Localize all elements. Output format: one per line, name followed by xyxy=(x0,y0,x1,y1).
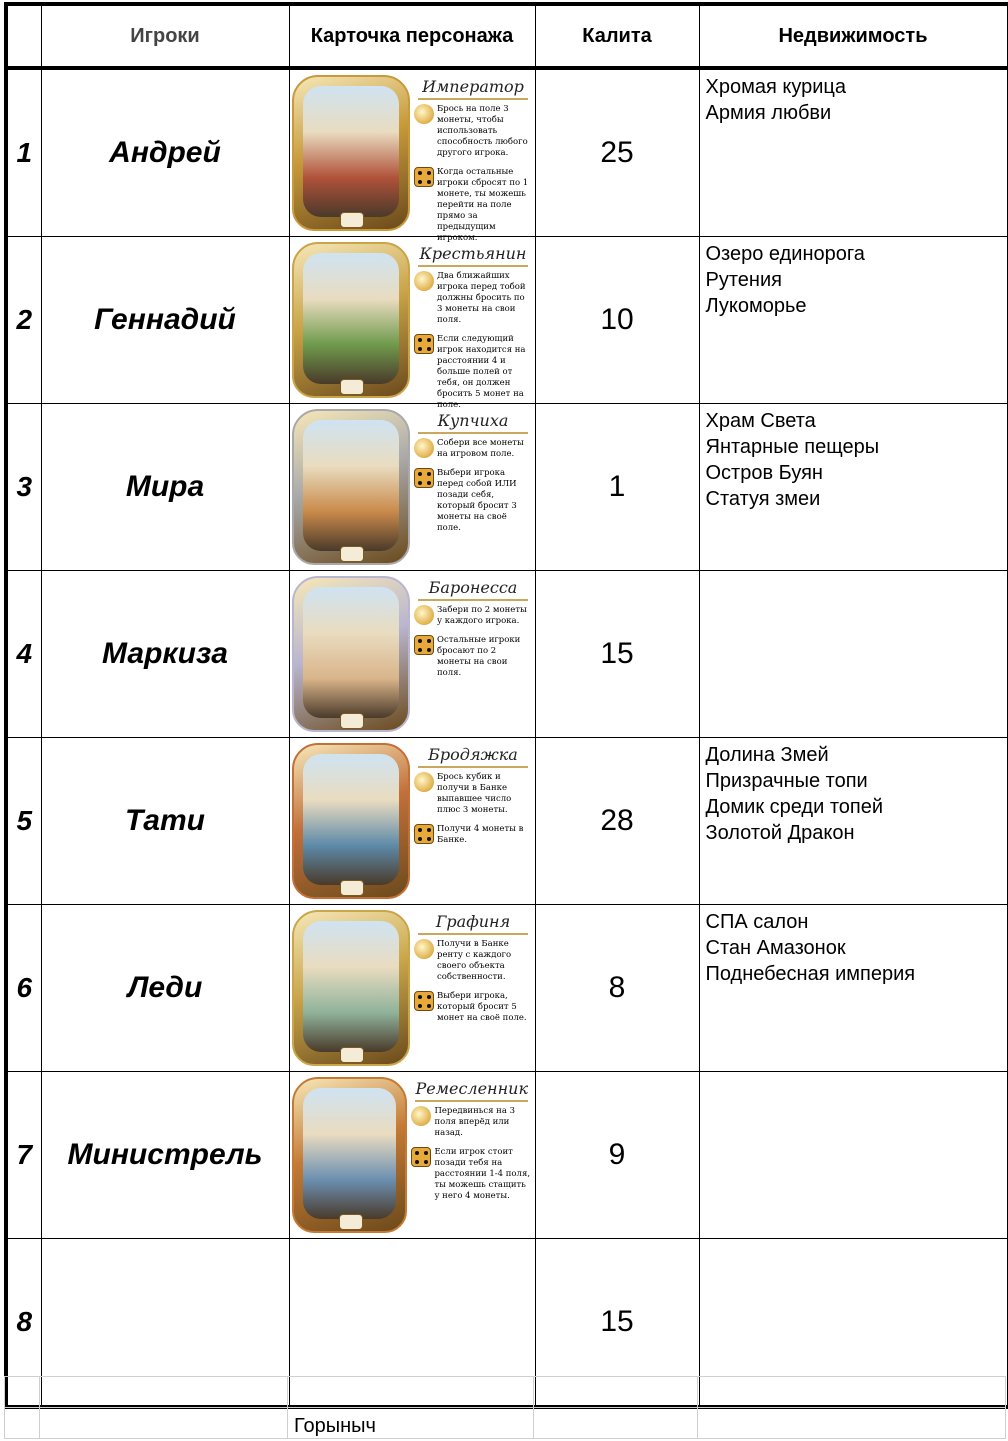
estate-item: Домик среди топей xyxy=(705,796,884,818)
header-row xyxy=(6,4,1007,68)
cell[interactable] xyxy=(698,1408,1006,1439)
card-cell[interactable] xyxy=(289,571,535,738)
player-row xyxy=(6,68,1007,237)
header-card: Карточка персонажа xyxy=(289,4,535,68)
character-card[interactable] xyxy=(290,741,534,901)
card-cell[interactable] xyxy=(289,905,535,1072)
coin-icon xyxy=(414,104,434,124)
character-portrait xyxy=(292,1077,407,1233)
cell[interactable] xyxy=(288,1377,534,1408)
row-number[interactable]: 1 xyxy=(6,68,41,237)
die-icon xyxy=(414,334,434,354)
card-description xyxy=(412,741,534,901)
portrait-art xyxy=(303,921,399,1052)
coin-icon xyxy=(414,939,434,959)
coin-icon xyxy=(414,271,434,291)
extra-rows xyxy=(4,1376,1006,1439)
card-ability-1: Собери все монеты на игровом поле. xyxy=(437,438,524,459)
gorynych-cell[interactable]: Горыныч xyxy=(288,1408,534,1439)
estate-item: Статуя змеи xyxy=(705,488,821,510)
portrait-art xyxy=(303,86,399,217)
character-card[interactable] xyxy=(290,73,534,243)
card-description xyxy=(412,73,534,243)
estate-cell[interactable] xyxy=(699,1072,1007,1239)
character-portrait xyxy=(292,576,410,732)
die-icon xyxy=(414,167,434,187)
estate-item: Поднебесная империя xyxy=(705,963,916,985)
player-name[interactable]: Маркиза xyxy=(41,571,289,738)
card-ability-2: Если игрок стоит позади тебя на расстоянии 1-4 поля, ты можешь стащить у него 4 монеты. xyxy=(434,1147,531,1201)
coin-icon xyxy=(414,772,434,792)
card-title: Ремесленник xyxy=(415,1079,528,1102)
portrait-art xyxy=(303,754,399,885)
crest-icon xyxy=(340,379,364,395)
card-cell[interactable] xyxy=(289,404,535,571)
cell[interactable] xyxy=(40,1377,288,1408)
cell[interactable] xyxy=(5,1377,40,1408)
card-ability-2: Если следующий игрок находится на расстоянии 4 и больше полей от тебя, он должен бросить 5 монет на поле. xyxy=(437,334,526,410)
card-cell[interactable] xyxy=(289,738,535,905)
estate-item: Рутения xyxy=(705,269,782,291)
card-ability-2: Получи 4 монеты в Банке. xyxy=(437,824,524,845)
estate-item: Остров Буян xyxy=(705,462,823,484)
cell[interactable] xyxy=(534,1408,698,1439)
player-row xyxy=(6,404,1007,571)
player-row xyxy=(6,237,1007,404)
card-cell[interactable] xyxy=(289,68,535,243)
card-title: Император xyxy=(418,77,528,100)
coin-icon xyxy=(414,605,434,625)
row-number[interactable]: 2 xyxy=(6,237,41,404)
portrait-art xyxy=(303,1088,396,1219)
player-row xyxy=(6,905,1007,1072)
purse-value[interactable]: 28 xyxy=(535,738,699,905)
estate-cell[interactable] xyxy=(699,404,1007,571)
row-number[interactable]: 8 xyxy=(6,1239,41,1408)
character-portrait xyxy=(292,409,410,565)
estate-item: Озеро единорога xyxy=(705,243,865,265)
estate-item: Армия любви xyxy=(705,102,832,124)
cell[interactable] xyxy=(5,1408,40,1439)
card-cell[interactable] xyxy=(289,1072,535,1239)
card-ability-1: Брось кубик и получи в Банке выпавшее число плюс 3 монеты. xyxy=(437,772,512,815)
estate-item: Долина Змей xyxy=(705,744,829,766)
estate-item: Золотой Дракон xyxy=(705,822,855,844)
card-ability-1: Два ближайших игрока перед тобой должны бросить по 3 монеты на свои поля. xyxy=(437,271,526,325)
purse-value[interactable]: 15 xyxy=(535,1239,699,1408)
crest-icon xyxy=(340,212,364,228)
estate-item: Янтарные пещеры xyxy=(705,436,880,458)
card-ability-2: Остальные игроки бросают по 2 монеты на свои поля. xyxy=(437,635,521,678)
gorynych-row xyxy=(5,1408,1006,1439)
player-name[interactable]: Геннадий xyxy=(41,237,289,404)
card-title: Баронесса xyxy=(418,578,528,601)
player-name[interactable]: Тати xyxy=(41,738,289,905)
coin-icon xyxy=(411,1106,431,1126)
purse-value[interactable]: 8 xyxy=(535,905,699,1072)
estate-item: Хромая курица xyxy=(705,76,846,98)
purse-value[interactable]: 15 xyxy=(535,571,699,738)
header-players: Игроки xyxy=(41,4,289,68)
header-estate: Недвижимость xyxy=(699,4,1007,68)
row-number[interactable]: 4 xyxy=(6,571,41,738)
card-ability-2: Выбери игрока перед собой ИЛИ позади себя, который бросит 3 монеты на своё поле. xyxy=(437,468,517,533)
player-name[interactable]: Мира xyxy=(41,404,289,571)
cell[interactable] xyxy=(534,1377,698,1408)
character-portrait xyxy=(292,743,410,899)
character-card[interactable] xyxy=(290,574,534,734)
die-icon xyxy=(411,1147,431,1167)
player-name[interactable]: Андрей xyxy=(41,68,289,237)
row-number[interactable]: 7 xyxy=(6,1072,41,1239)
die-icon xyxy=(414,468,434,488)
header-purse: Калита xyxy=(535,4,699,68)
crest-icon xyxy=(339,1214,363,1230)
character-portrait xyxy=(292,75,410,231)
estate-cell[interactable] xyxy=(699,571,1007,738)
estate-cell[interactable] xyxy=(699,68,1007,237)
player-row xyxy=(6,1072,1007,1239)
character-card[interactable] xyxy=(290,908,534,1068)
estate-cell[interactable] xyxy=(699,905,1007,1072)
estate-cell[interactable] xyxy=(699,738,1007,905)
card-title: Крестьянин xyxy=(418,244,528,267)
crest-icon xyxy=(340,546,364,562)
row-number[interactable]: 6 xyxy=(6,905,41,1072)
estate-item: СПА салон xyxy=(705,911,809,933)
card-ability-2: Выбери игрока, который бросит 5 монет на своё поле. xyxy=(437,991,527,1023)
card-title: Графиня xyxy=(418,912,528,935)
character-portrait xyxy=(292,910,410,1066)
character-card[interactable] xyxy=(290,407,534,567)
card-ability-1: Передвинься на 3 поля вперёд или назад. xyxy=(434,1106,516,1138)
card-description xyxy=(412,574,534,734)
player-name[interactable]: Леди xyxy=(41,905,289,1072)
portrait-art xyxy=(303,420,399,551)
crest-icon xyxy=(340,880,364,896)
card-title: Бродяжка xyxy=(418,745,528,768)
header-num xyxy=(6,4,41,68)
player-row xyxy=(6,738,1007,905)
purse-value[interactable]: 1 xyxy=(535,404,699,571)
card-ability-2: Когда остальные игроки сбросят по 1 монете, ты можешь перейти на поле прямо за предыдущим игроком. xyxy=(437,167,529,243)
card-description xyxy=(412,240,534,410)
empty-row xyxy=(5,1377,1006,1408)
cell[interactable] xyxy=(698,1377,1006,1408)
card-description xyxy=(412,407,534,567)
crest-icon xyxy=(340,713,364,729)
card-ability-1: Получи в Банке ренту с каждого своего объекта собственности. xyxy=(437,939,512,982)
estate-item: Призрачные топи xyxy=(705,770,868,792)
estate-item: Храм Света xyxy=(705,410,816,432)
die-icon xyxy=(414,991,434,1011)
character-card[interactable] xyxy=(290,240,534,410)
card-ability-1: Забери по 2 монеты у каждого игрока. xyxy=(437,605,527,626)
player-name[interactable]: Министрель xyxy=(41,1072,289,1239)
row-number[interactable]: 3 xyxy=(6,404,41,571)
die-icon xyxy=(414,635,434,655)
player-row xyxy=(6,571,1007,738)
card-cell[interactable] xyxy=(289,237,535,410)
cell[interactable] xyxy=(40,1408,288,1439)
character-card[interactable] xyxy=(290,1075,534,1235)
portrait-art xyxy=(303,587,399,718)
estate-item: Стан Амазонок xyxy=(705,937,846,959)
purse-value[interactable]: 9 xyxy=(535,1072,699,1239)
card-description xyxy=(409,1075,534,1235)
players-table xyxy=(4,2,1008,1409)
row-number[interactable]: 5 xyxy=(6,738,41,905)
estate-item: Лукоморье xyxy=(705,295,807,317)
crest-icon xyxy=(340,1047,364,1063)
portrait-art xyxy=(303,253,399,384)
card-ability-1: Брось на поле 3 монеты, чтобы использовать способность любого другого игрока. xyxy=(437,104,528,158)
character-portrait xyxy=(292,242,410,398)
estate-cell[interactable] xyxy=(699,237,1007,404)
card-title: Купчиха xyxy=(418,411,528,434)
purse-value[interactable]: 10 xyxy=(535,237,699,404)
coin-icon xyxy=(414,438,434,458)
card-description xyxy=(412,908,534,1068)
purse-value[interactable]: 25 xyxy=(535,68,699,237)
die-icon xyxy=(414,824,434,844)
